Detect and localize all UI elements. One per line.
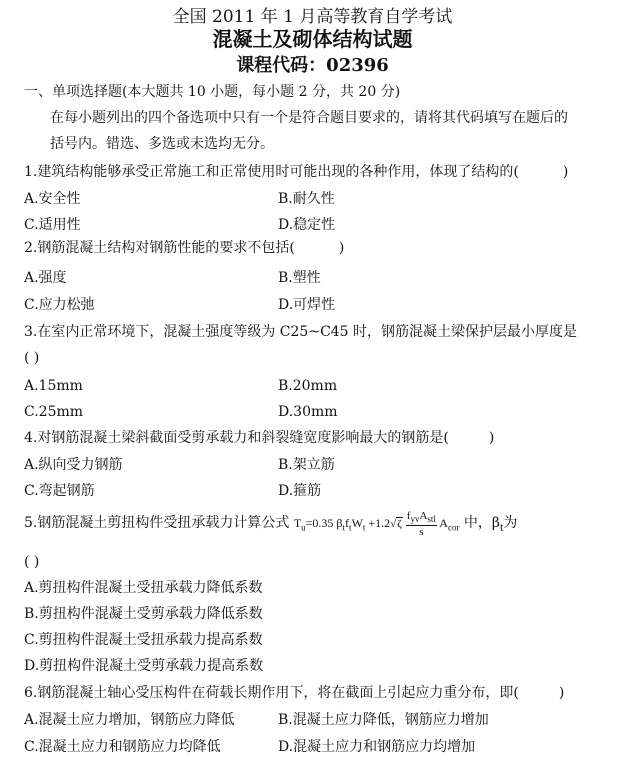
answer-paren-close: ) [558, 685, 565, 701]
question-3-option-b: B.20mm [278, 378, 338, 394]
section-title: 一、单项选择题(本大题共 10 小题，每小题 2 分，共 20 分) [24, 84, 401, 100]
question-4-option-c: C.弯起钢筋 [24, 483, 95, 499]
question-1-option-d: D.稳定性 [278, 217, 336, 233]
section-instructions-line-2: 括号内。错选、多选或未选均无分。 [50, 136, 274, 152]
question-3-option-d: D.30mm [278, 404, 338, 420]
question-stem-text: 4.对钢筋混凝土梁斜截面受剪承载力和斜裂缝宽度影响最大的钢筋是( [24, 430, 449, 446]
question-5-option-b: B.剪扭构件混凝土受剪承载力降低系数 [24, 606, 263, 622]
question-stem-text: 6.钢筋混凝土轴心受压构件在荷载长期作用下，将在截面上引起应力重分布，即( [24, 685, 519, 701]
question-5-option-c: C.剪扭构件混凝土受扭承载力提高系数 [24, 632, 263, 648]
question-6-option-a: A.混凝土应力增加，钢筋应力降低 [24, 712, 235, 728]
sqrt-symbol: √ζ [390, 518, 402, 530]
question-4-stem [24, 428, 494, 448]
question-3-answer-paren: ( ) [24, 350, 40, 366]
answer-paren-close: ) [488, 430, 495, 446]
question-1-option-a: A.安全性 [24, 191, 81, 207]
subject-title: 混凝土及砌体结构试题 [212, 27, 413, 51]
question-5-stem: 5.钢筋混凝土剪扭构件受扭承载力计算公式 $T_u=0.35$ $\beta_tf_tW_t +1.2√\zeta$ $\frac{f_{yv}A_{stl}}{s}$ $A_{cor}$ 中，$\beta_t$为 [24, 510, 518, 539]
section-instructions-line-1: 在每小题列出的四个备选项中只有一个是符合题目要求的，请将其代码填写在题后的 [50, 110, 568, 126]
question-6-stem [24, 683, 564, 703]
question-2-option-c: C.应力松弛 [24, 297, 95, 313]
answer-paren-close: ) [338, 240, 345, 256]
question-5-answer-paren: ( ) [24, 554, 40, 570]
question-4-option-b: B.架立筋 [278, 457, 335, 473]
question-2-option-b: B.塑性 [278, 270, 321, 286]
question-6-option-b: B.混凝土应力降低，钢筋应力增加 [278, 712, 489, 728]
question-4-option-a: A.纵向受力钢筋 [24, 457, 123, 473]
question-1-option-c: C.适用性 [24, 217, 81, 233]
formula-fraction: $\frac{f_{yv}A_{stl}}{s}$ [406, 510, 436, 539]
question-5-option-d: D.剪扭构件混凝土受剪承载力提高系数 [24, 658, 264, 674]
answer-paren-close: ) [562, 164, 569, 180]
question-6-option-c: C.混凝土应力和钢筋应力均降低 [24, 739, 221, 755]
question-4-option-d: D.箍筋 [278, 483, 322, 499]
exam-title: 全国 2011 年 1 月高等教育自学考试 [172, 7, 453, 27]
course-code: 课程代码：02396 [236, 55, 389, 76]
question-3-option-a: A.15mm [24, 378, 83, 394]
question-2-option-d: D.可焊性 [278, 297, 336, 313]
question-2-stem [24, 238, 344, 258]
question-stem-text: 1.建筑结构能够承受正常施工和正常使用时可能出现的各种作用，体现了结构的( [24, 164, 519, 180]
question-3-option-c: C.25mm [24, 404, 84, 420]
question-1-option-b: B.耐久性 [278, 191, 335, 207]
question-1-stem [24, 162, 568, 182]
question-stem-tail: 中，β [463, 515, 500, 531]
question-2-option-a: A.强度 [24, 270, 67, 286]
question-6-option-d: D.混凝土应力和钢筋应力均增加 [278, 739, 476, 755]
question-5-option-a: A.剪扭构件混凝土受扭承载力降低系数 [24, 580, 263, 596]
question-3-stem: 3.在室内正常环境下，混凝土强度等级为 C25~C45 时，钢筋混凝土梁保护层最小厚度是 [24, 324, 578, 340]
torsion-formula: $T_u=0.35$ $\beta_tf_tW_t +1.2√\zeta$ $\frac{f_{yv}A_{stl}}{s}$ $A_{cor}$ [293, 510, 460, 539]
question-stem-text: 5.钢筋混凝土剪扭构件受扭承载力计算公式 [24, 515, 290, 531]
question-stem-text: 2.钢筋混凝土结构对钢筋性能的要求不包括( [24, 240, 295, 256]
